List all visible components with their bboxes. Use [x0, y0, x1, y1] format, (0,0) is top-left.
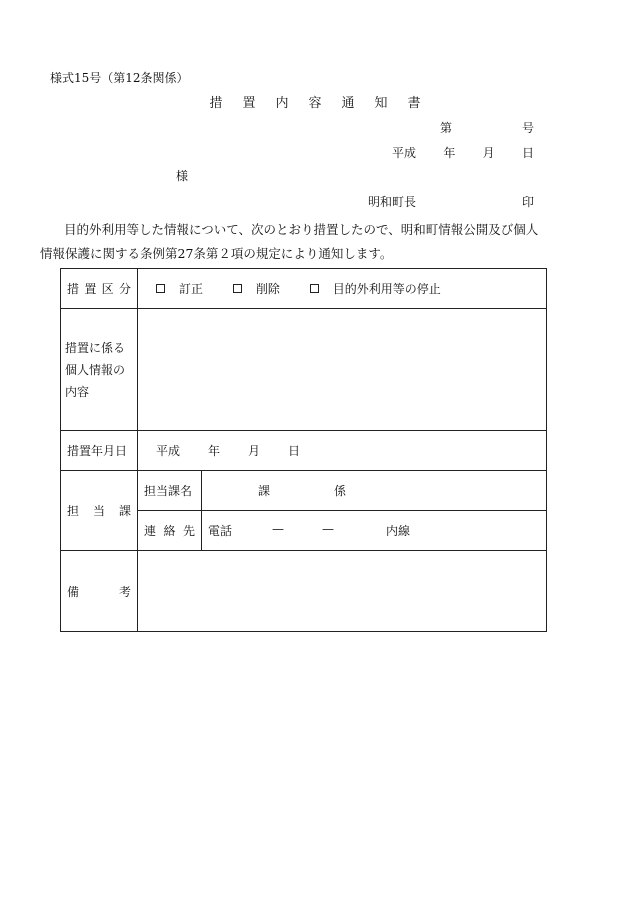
- date-era: 平成: [392, 146, 417, 160]
- dept-name-field[interactable]: [202, 471, 547, 511]
- title-char: 内: [275, 96, 289, 111]
- row-measure-date: [61, 431, 547, 471]
- date-month: 月: [482, 146, 495, 160]
- label-line: 措置に係る: [65, 340, 126, 355]
- document-number-line: [440, 122, 534, 134]
- option-label: 訂正: [179, 282, 204, 296]
- date-year: 年: [208, 444, 221, 458]
- ka-label: 課: [258, 484, 271, 498]
- date-day: 日: [521, 146, 534, 160]
- title-char: 措: [209, 96, 223, 111]
- label-char: 区: [101, 282, 114, 296]
- label-content: [61, 309, 138, 431]
- checkbox-icon[interactable]: [233, 284, 242, 293]
- row-measure-type: [61, 269, 547, 309]
- label-char: 担: [67, 504, 80, 518]
- option-label: 削除: [255, 282, 280, 296]
- label-measure-date: 措置年月日: [61, 431, 138, 471]
- option-label: 目的外利用等の停止: [332, 282, 441, 296]
- label-line: 内容: [65, 384, 90, 399]
- issuer-name: 明和町長: [368, 195, 417, 209]
- dash: —: [272, 522, 284, 536]
- checkbox-icon[interactable]: [156, 284, 165, 293]
- contact-field[interactable]: [202, 511, 547, 551]
- option-deletion[interactable]: [233, 280, 280, 297]
- label-char: 置: [84, 282, 97, 296]
- issue-date-line: [392, 147, 534, 159]
- label-char: 備: [67, 584, 80, 599]
- seal-mark: 印: [521, 195, 534, 209]
- label-char: 先: [182, 524, 195, 538]
- measure-type-options: [138, 269, 547, 309]
- date-year: 年: [443, 146, 456, 160]
- document-title: [0, 97, 630, 110]
- row-content: [61, 309, 547, 431]
- label-char: 課: [118, 504, 131, 518]
- label-char: 措: [67, 282, 80, 296]
- date-day: 日: [288, 444, 301, 458]
- body-line-2: 情報保護に関する条例第27条第２項の規定により通知します。: [40, 246, 393, 261]
- label-remarks: [61, 551, 138, 632]
- option-stop-use[interactable]: [310, 280, 441, 297]
- number-suffix: 号: [521, 121, 534, 135]
- label-char: 考: [118, 584, 131, 599]
- row-remarks: [61, 551, 547, 632]
- label-dept: [61, 471, 138, 551]
- measure-date-field[interactable]: [138, 431, 547, 471]
- title-char: 書: [407, 96, 421, 111]
- label-char: 当: [92, 504, 105, 518]
- measure-form-table: [60, 268, 547, 632]
- title-char: 置: [242, 96, 256, 111]
- dash: —: [322, 522, 334, 536]
- date-month: 月: [248, 444, 261, 458]
- label-measure-type: [61, 269, 138, 309]
- checkbox-icon[interactable]: [310, 284, 319, 293]
- issuer-line: [368, 196, 534, 208]
- label-char: 絡: [163, 524, 176, 538]
- content-field[interactable]: [138, 309, 547, 431]
- addressee-suffix: 様: [176, 169, 189, 183]
- body-line-1: 目的外利用等した情報について、次のとおり措置したので、明和町情報公開及び個人: [64, 222, 539, 237]
- option-correction[interactable]: [156, 280, 203, 297]
- number-prefix: 第: [440, 121, 453, 135]
- body-text: [40, 218, 565, 266]
- form-number: 様式15号（第12条関係）: [50, 71, 189, 85]
- title-char: 容: [308, 96, 322, 111]
- label-line: 個人情報の: [65, 362, 126, 377]
- label-contact: [138, 511, 202, 551]
- label-char: 連: [144, 524, 157, 538]
- extension-label: 内線: [386, 524, 411, 538]
- phone-label: 電話: [208, 524, 233, 538]
- label-dept-name: 担当課名: [138, 471, 202, 511]
- date-era: 平成: [156, 444, 181, 458]
- kakari-label: 係: [334, 484, 347, 498]
- title-char: 知: [374, 96, 388, 111]
- remarks-field[interactable]: [138, 551, 547, 632]
- title-char: 通: [341, 96, 355, 111]
- row-dept-name: [61, 471, 547, 511]
- label-char: 分: [118, 282, 131, 296]
